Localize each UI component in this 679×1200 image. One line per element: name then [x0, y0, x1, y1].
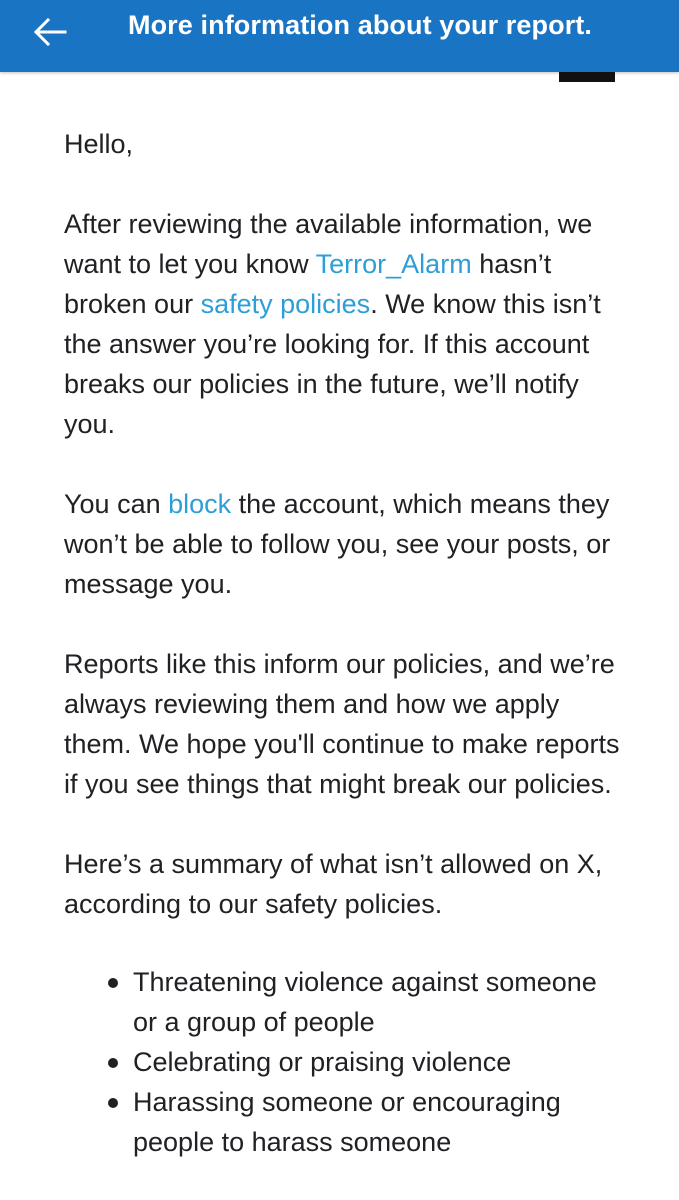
block-paragraph	[64, 484, 624, 604]
block-text-2: the account, which means they won’t be able to follow you, see your posts, or message you.	[64, 489, 611, 599]
review-text-3: . We know this isn’t the answer you’re looking for. If this account breaks our policies in the future, we’ll notify you.	[64, 289, 601, 439]
block-text-1: You can	[64, 489, 169, 519]
list-item: Threatening violence against someone or a group of people	[108, 962, 624, 1042]
review-paragraph	[64, 204, 624, 444]
list-item: Celebrating or praising violence	[108, 1042, 624, 1082]
block-link[interactable]: block	[168, 489, 232, 519]
back-button[interactable]	[22, 6, 78, 62]
safety-policies-link[interactable]: safety policies	[200, 289, 371, 319]
greeting-text: Hello,	[64, 129, 134, 159]
policy-list	[64, 962, 624, 1162]
page-title: More information about your report.	[128, 10, 593, 40]
reports-paragraph: Reports like this inform our policies, and we’re always reviewing them and how we apply them. We hope you'll continue to make reports if you see things that might break our policies.	[64, 649, 620, 799]
summary-intro: Here’s a summary of what isn’t allowed on X, according to our safety policies.	[64, 849, 603, 919]
app-bar	[0, 0, 679, 72]
arrow-left-icon	[33, 18, 67, 51]
report-message	[64, 124, 624, 1162]
account-link[interactable]: Terror_Alarm	[315, 249, 472, 279]
review-text-1: After reviewing the available information, we want to let you know	[64, 209, 593, 279]
list-item: Harassing someone or encouraging people to harass someone	[108, 1082, 624, 1162]
overlay-tab	[559, 72, 615, 82]
review-text-2: hasn’t broken our	[64, 249, 552, 319]
